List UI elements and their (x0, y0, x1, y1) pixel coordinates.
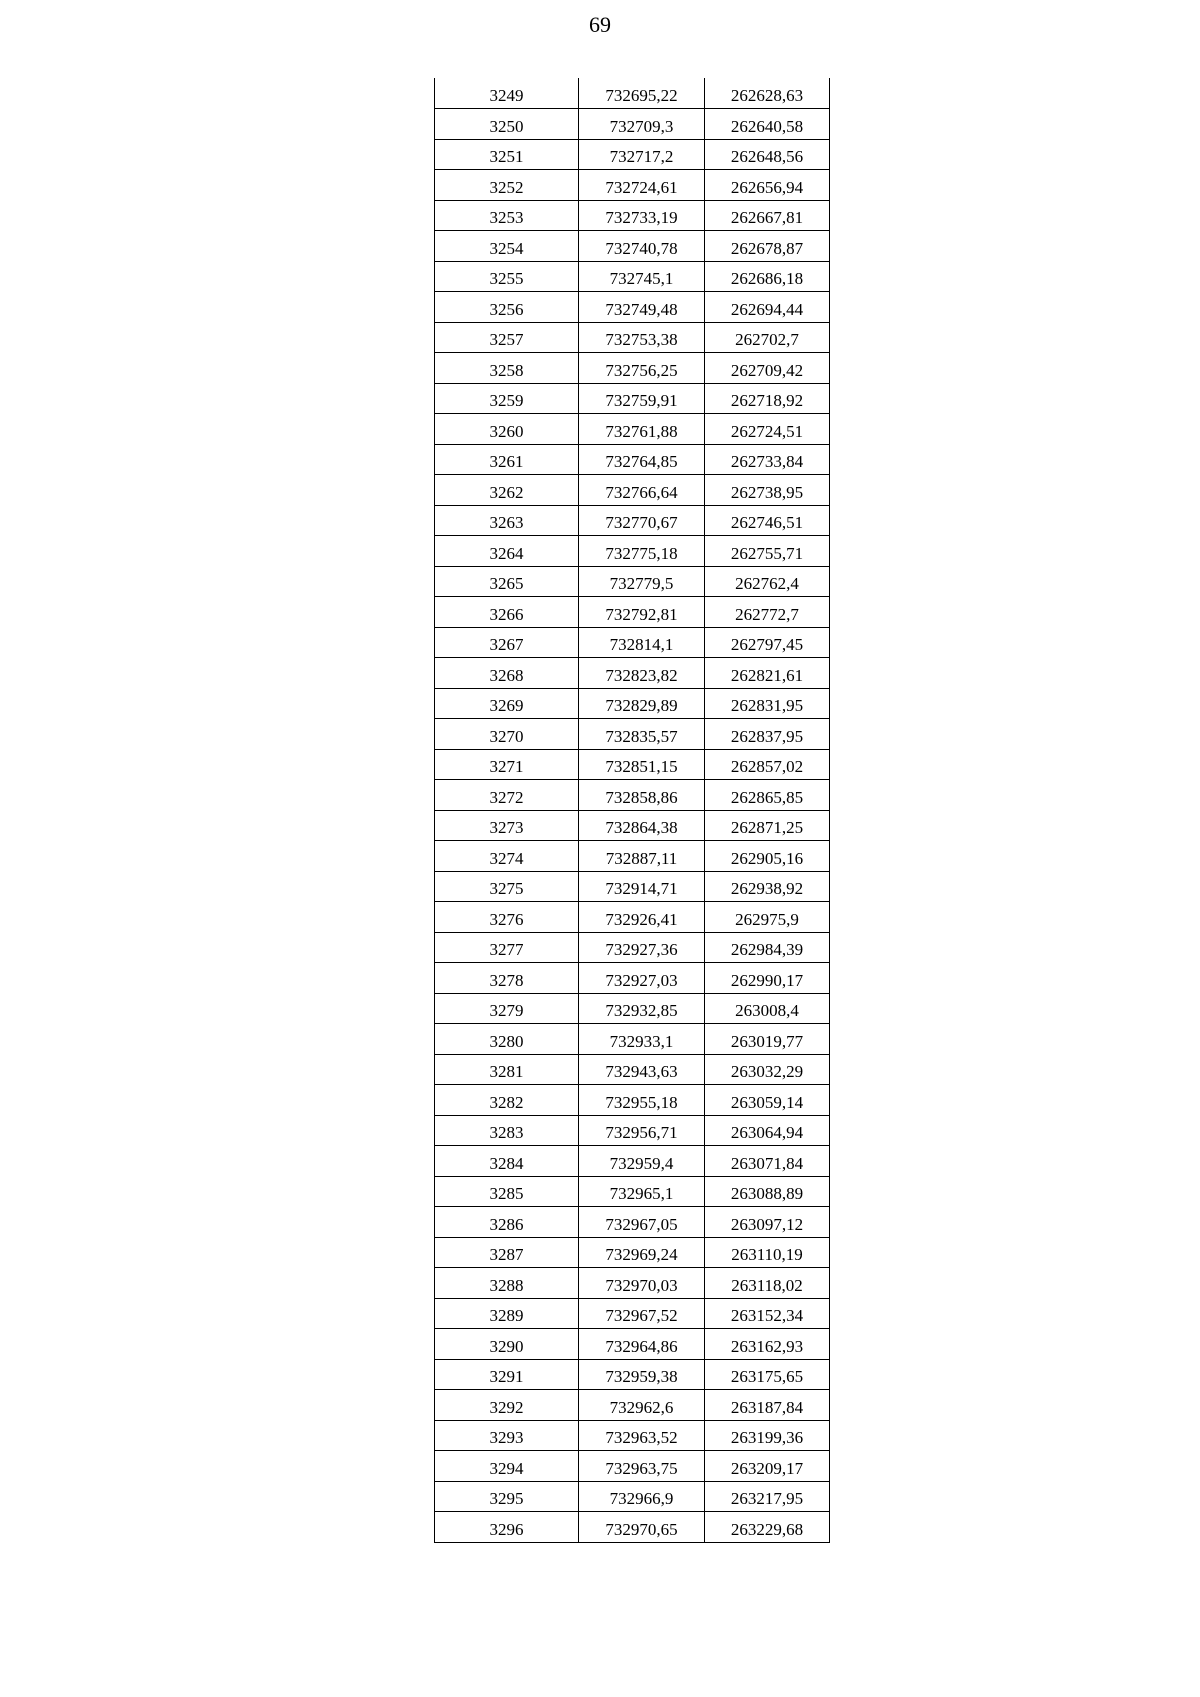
point-number-cell: 3270 (435, 719, 579, 750)
x-coordinate-cell: 732823,82 (579, 658, 705, 689)
x-coordinate-cell: 732967,52 (579, 1298, 705, 1329)
y-coordinate-cell: 262831,95 (705, 688, 830, 719)
y-coordinate-cell: 262871,25 (705, 810, 830, 841)
point-number-cell: 3266 (435, 597, 579, 628)
point-number-cell: 3281 (435, 1054, 579, 1085)
table-row (435, 688, 830, 719)
y-coordinate-cell: 263088,89 (705, 1176, 830, 1207)
x-coordinate-cell: 732943,63 (579, 1054, 705, 1085)
table-row (435, 1329, 830, 1360)
y-coordinate-cell: 263097,12 (705, 1207, 830, 1238)
y-coordinate-cell: 263071,84 (705, 1146, 830, 1177)
x-coordinate-cell: 732887,11 (579, 841, 705, 872)
table-row (435, 1085, 830, 1116)
y-coordinate-cell: 262738,95 (705, 475, 830, 506)
x-coordinate-cell: 732775,18 (579, 536, 705, 567)
x-coordinate-cell: 732792,81 (579, 597, 705, 628)
y-coordinate-cell: 263187,84 (705, 1390, 830, 1421)
point-number-cell: 3264 (435, 536, 579, 567)
table-row (435, 1512, 830, 1543)
point-number-cell: 3254 (435, 231, 579, 262)
y-coordinate-cell: 262857,02 (705, 749, 830, 780)
table-row (435, 780, 830, 811)
point-number-cell: 3274 (435, 841, 579, 872)
x-coordinate-cell: 732933,1 (579, 1024, 705, 1055)
point-number-cell: 3253 (435, 200, 579, 231)
x-coordinate-cell: 732764,85 (579, 444, 705, 475)
x-coordinate-cell: 732864,38 (579, 810, 705, 841)
point-number-cell: 3282 (435, 1085, 579, 1116)
y-coordinate-cell: 262746,51 (705, 505, 830, 536)
point-number-cell: 3259 (435, 383, 579, 414)
x-coordinate-cell: 732858,86 (579, 780, 705, 811)
x-coordinate-cell: 732970,65 (579, 1512, 705, 1543)
x-coordinate-cell: 732956,71 (579, 1115, 705, 1146)
table-row (435, 597, 830, 628)
point-number-cell: 3250 (435, 109, 579, 140)
point-number-cell: 3292 (435, 1390, 579, 1421)
point-number-cell: 3279 (435, 993, 579, 1024)
x-coordinate-cell: 732927,36 (579, 932, 705, 963)
point-number-cell: 3289 (435, 1298, 579, 1329)
y-coordinate-cell: 263032,29 (705, 1054, 830, 1085)
table-row (435, 810, 830, 841)
x-coordinate-cell: 732724,61 (579, 170, 705, 201)
table-row (435, 1390, 830, 1421)
table-row (435, 78, 830, 109)
table-row (435, 536, 830, 567)
x-coordinate-cell: 732779,5 (579, 566, 705, 597)
y-coordinate-cell: 263217,95 (705, 1481, 830, 1512)
table-row (435, 475, 830, 506)
y-coordinate-cell: 263209,17 (705, 1451, 830, 1482)
x-coordinate-cell: 732695,22 (579, 78, 705, 109)
x-coordinate-cell: 732814,1 (579, 627, 705, 658)
x-coordinate-cell: 732756,25 (579, 353, 705, 384)
y-coordinate-cell: 263008,4 (705, 993, 830, 1024)
x-coordinate-cell: 732963,52 (579, 1420, 705, 1451)
point-number-cell: 3283 (435, 1115, 579, 1146)
point-number-cell: 3269 (435, 688, 579, 719)
x-coordinate-cell: 732770,67 (579, 505, 705, 536)
table-row (435, 1481, 830, 1512)
point-number-cell: 3249 (435, 78, 579, 109)
table-row (435, 1115, 830, 1146)
point-number-cell: 3262 (435, 475, 579, 506)
y-coordinate-cell: 263118,02 (705, 1268, 830, 1299)
table-row (435, 658, 830, 689)
point-number-cell: 3285 (435, 1176, 579, 1207)
point-number-cell: 3291 (435, 1359, 579, 1390)
y-coordinate-cell: 262656,94 (705, 170, 830, 201)
table-row (435, 109, 830, 140)
x-coordinate-cell: 732835,57 (579, 719, 705, 750)
y-coordinate-cell: 262797,45 (705, 627, 830, 658)
y-coordinate-cell: 262821,61 (705, 658, 830, 689)
y-coordinate-cell: 262678,87 (705, 231, 830, 262)
y-coordinate-cell: 262724,51 (705, 414, 830, 445)
y-coordinate-cell: 262837,95 (705, 719, 830, 750)
table-row (435, 841, 830, 872)
table-row (435, 566, 830, 597)
table-row (435, 932, 830, 963)
point-number-cell: 3272 (435, 780, 579, 811)
point-number-cell: 3256 (435, 292, 579, 323)
x-coordinate-cell: 732753,38 (579, 322, 705, 353)
point-number-cell: 3288 (435, 1268, 579, 1299)
y-coordinate-cell: 262694,44 (705, 292, 830, 323)
x-coordinate-cell: 732962,6 (579, 1390, 705, 1421)
y-coordinate-cell: 263064,94 (705, 1115, 830, 1146)
point-number-cell: 3252 (435, 170, 579, 201)
x-coordinate-cell: 732963,75 (579, 1451, 705, 1482)
y-coordinate-cell: 262865,85 (705, 780, 830, 811)
x-coordinate-cell: 732745,1 (579, 261, 705, 292)
table-row (435, 627, 830, 658)
x-coordinate-cell: 732759,91 (579, 383, 705, 414)
point-number-cell: 3273 (435, 810, 579, 841)
point-number-cell: 3258 (435, 353, 579, 384)
y-coordinate-cell: 263162,93 (705, 1329, 830, 1360)
y-coordinate-cell: 263199,36 (705, 1420, 830, 1451)
point-number-cell: 3284 (435, 1146, 579, 1177)
x-coordinate-cell: 732970,03 (579, 1268, 705, 1299)
table-row (435, 1054, 830, 1085)
point-number-cell: 3277 (435, 932, 579, 963)
y-coordinate-cell: 262709,42 (705, 353, 830, 384)
table-row (435, 1237, 830, 1268)
y-coordinate-cell: 262667,81 (705, 200, 830, 231)
y-coordinate-cell: 262648,56 (705, 139, 830, 170)
table-row (435, 1146, 830, 1177)
table-row (435, 200, 830, 231)
x-coordinate-cell: 732955,18 (579, 1085, 705, 1116)
table-row (435, 719, 830, 750)
coordinates-table (434, 78, 830, 1543)
x-coordinate-cell: 732959,4 (579, 1146, 705, 1177)
x-coordinate-cell: 732927,03 (579, 963, 705, 994)
table-row (435, 139, 830, 170)
point-number-cell: 3275 (435, 871, 579, 902)
table-row (435, 292, 830, 323)
x-coordinate-cell: 732749,48 (579, 292, 705, 323)
table-row (435, 1298, 830, 1329)
y-coordinate-cell: 262762,4 (705, 566, 830, 597)
y-coordinate-cell: 263152,34 (705, 1298, 830, 1329)
table-row (435, 902, 830, 933)
table-row (435, 1024, 830, 1055)
table-row (435, 871, 830, 902)
table-row (435, 353, 830, 384)
point-number-cell: 3294 (435, 1451, 579, 1482)
point-number-cell: 3265 (435, 566, 579, 597)
y-coordinate-cell: 262628,63 (705, 78, 830, 109)
point-number-cell: 3263 (435, 505, 579, 536)
point-number-cell: 3290 (435, 1329, 579, 1360)
point-number-cell: 3261 (435, 444, 579, 475)
y-coordinate-cell: 262905,16 (705, 841, 830, 872)
table-row (435, 231, 830, 262)
x-coordinate-cell: 732829,89 (579, 688, 705, 719)
point-number-cell: 3295 (435, 1481, 579, 1512)
x-coordinate-cell: 732740,78 (579, 231, 705, 262)
x-coordinate-cell: 732761,88 (579, 414, 705, 445)
y-coordinate-cell: 262718,92 (705, 383, 830, 414)
y-coordinate-cell: 262640,58 (705, 109, 830, 140)
point-number-cell: 3278 (435, 963, 579, 994)
point-number-cell: 3280 (435, 1024, 579, 1055)
table-row (435, 1268, 830, 1299)
point-number-cell: 3251 (435, 139, 579, 170)
x-coordinate-cell: 732766,64 (579, 475, 705, 506)
y-coordinate-cell: 262975,9 (705, 902, 830, 933)
y-coordinate-cell: 262772,7 (705, 597, 830, 628)
table-row (435, 444, 830, 475)
y-coordinate-cell: 263019,77 (705, 1024, 830, 1055)
y-coordinate-cell: 262984,39 (705, 932, 830, 963)
page-number: 69 (589, 12, 611, 37)
point-number-cell: 3287 (435, 1237, 579, 1268)
x-coordinate-cell: 732851,15 (579, 749, 705, 780)
point-number-cell: 3276 (435, 902, 579, 933)
y-coordinate-cell: 262938,92 (705, 871, 830, 902)
point-number-cell: 3286 (435, 1207, 579, 1238)
y-coordinate-cell: 262733,84 (705, 444, 830, 475)
table-row (435, 1359, 830, 1390)
table-row (435, 1451, 830, 1482)
point-number-cell: 3296 (435, 1512, 579, 1543)
x-coordinate-cell: 732926,41 (579, 902, 705, 933)
point-number-cell: 3260 (435, 414, 579, 445)
table-row (435, 1420, 830, 1451)
y-coordinate-cell: 262990,17 (705, 963, 830, 994)
point-number-cell: 3271 (435, 749, 579, 780)
table-row (435, 993, 830, 1024)
x-coordinate-cell: 732964,86 (579, 1329, 705, 1360)
y-coordinate-cell: 263059,14 (705, 1085, 830, 1116)
y-coordinate-cell: 262686,18 (705, 261, 830, 292)
x-coordinate-cell: 732967,05 (579, 1207, 705, 1238)
table-row (435, 261, 830, 292)
x-coordinate-cell: 732966,9 (579, 1481, 705, 1512)
table-row (435, 1176, 830, 1207)
point-number-cell: 3293 (435, 1420, 579, 1451)
x-coordinate-cell: 732709,3 (579, 109, 705, 140)
table-row (435, 749, 830, 780)
point-number-cell: 3257 (435, 322, 579, 353)
coordinates-table-body (435, 78, 830, 1542)
y-coordinate-cell: 263229,68 (705, 1512, 830, 1543)
table-row (435, 1207, 830, 1238)
x-coordinate-cell: 732932,85 (579, 993, 705, 1024)
point-number-cell: 3267 (435, 627, 579, 658)
point-number-cell: 3255 (435, 261, 579, 292)
point-number-cell: 3268 (435, 658, 579, 689)
y-coordinate-cell: 263175,65 (705, 1359, 830, 1390)
table-row (435, 505, 830, 536)
x-coordinate-cell: 732965,1 (579, 1176, 705, 1207)
table-row (435, 963, 830, 994)
x-coordinate-cell: 732733,19 (579, 200, 705, 231)
table-row (435, 322, 830, 353)
x-coordinate-cell: 732969,24 (579, 1237, 705, 1268)
x-coordinate-cell: 732717,2 (579, 139, 705, 170)
y-coordinate-cell: 263110,19 (705, 1237, 830, 1268)
table-row (435, 383, 830, 414)
table-row (435, 170, 830, 201)
y-coordinate-cell: 262702,7 (705, 322, 830, 353)
x-coordinate-cell: 732914,71 (579, 871, 705, 902)
table-row (435, 414, 830, 445)
x-coordinate-cell: 732959,38 (579, 1359, 705, 1390)
y-coordinate-cell: 262755,71 (705, 536, 830, 567)
